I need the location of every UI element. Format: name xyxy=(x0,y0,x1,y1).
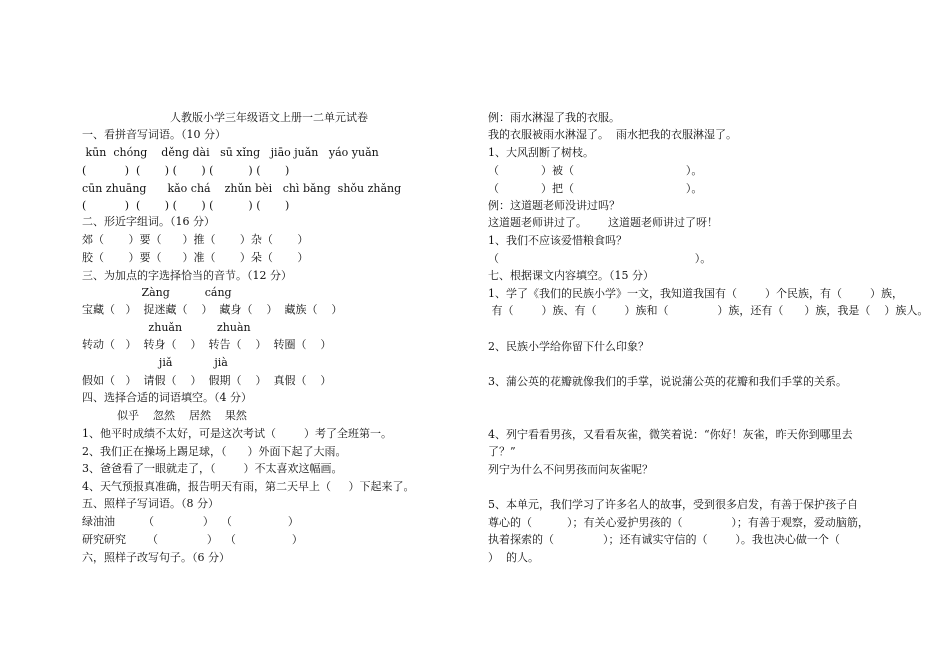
word-choices: 似乎 忽然 居然 果然 xyxy=(82,409,247,422)
zang-row: 宝藏（ ） 捉迷藏（ ） 藏身（ ） 藏族（ ） xyxy=(82,303,343,316)
pinyin-jia: jiǎ jià xyxy=(82,356,228,369)
q7-5-line-1: 5、本单元，我们学习了许多名人的故事，受到很多启发，有善于保护孩子自 xyxy=(488,498,858,511)
example-rewrites: 我的衣服被雨水淋湿了。 雨水把我的衣服淋湿了。 xyxy=(488,128,737,141)
blank-row-1: ( ) ( ) ( ) ( ) ( ) xyxy=(82,164,290,177)
q7-5-line-2: 尊心的（ ）；有关心爱护男孩的（ ）；有善于观察，爱动脑筋， xyxy=(488,516,869,529)
pinyin-zhuan: zhuǎn zhuàn xyxy=(82,321,251,334)
word-pattern-1: 绿油油 （ ） （ ） xyxy=(82,515,299,528)
example-question: 例：这道题老师没讲过吗？ xyxy=(488,199,620,212)
section-5-heading: 五、照样子写词语。（8 分） xyxy=(82,497,219,510)
q7-5-line-4: ） 的人。 xyxy=(488,551,539,564)
section-4-heading: 四、选择合适的词语填空。（4 分） xyxy=(82,391,252,404)
q7-1-line-2: 有（ ）族、有（ ）族和（ ）族，还有（ ）族，我是（ ）族人。 xyxy=(488,304,929,317)
q7-4-line-2: 了？” xyxy=(488,445,516,458)
q7-4-question: 列宁为什么不问男孩而问灰雀呢？ xyxy=(488,463,653,476)
q2-blank: （ ）。 xyxy=(488,252,712,265)
fill-2: 2、我们正在操场上踢足球，（ ）外面下起了大雨。 xyxy=(82,445,347,458)
q7-4-line-1: 4、列宁看看男孩，又看看灰雀，微笑着说：“你好！灰雀，昨天你到哪里去 xyxy=(488,428,853,441)
q7-2: 2、民族小学给你留下什么印象？ xyxy=(488,340,649,353)
q1-sentence: 1、大风刮断了树枝。 xyxy=(488,146,594,159)
fill-3: 3、爸爸看了一眼就走了，（ ）不太喜欢这幅画。 xyxy=(82,462,343,475)
jia-row: 假如（ ） 请假（ ） 假期（ ） 真假（ ） xyxy=(82,374,332,387)
q7-3: 3、蒲公英的花瓣就像我们的手掌，说说蒲公英的花瓣和我们手掌的关系。 xyxy=(488,375,847,388)
example-answers: 这道题老师讲过了。 这道题老师讲过了呀！ xyxy=(488,216,718,229)
pinyin-zang: Zàng cáng xyxy=(82,286,232,299)
exam-title: 人教版小学三年级语文上册一二单元试卷 xyxy=(170,111,368,124)
char-row-2: 胶（ ）要（ ）准（ ）朵（ ） xyxy=(82,251,309,264)
blank-row-2: ( ) ( ) ( ) ( ) ( ) xyxy=(82,199,290,212)
q7-1-line-1: 1、学了《我们的民族小学》一文，我知道我国有（ ）个民族，有（ ）族， xyxy=(488,287,903,300)
q7-5-line-3: 执着探索的（ ）；还有诚实守信的（ ）。我也决心做一个（ xyxy=(488,533,840,546)
q1-ba-blank: （ ）把（ ）。 xyxy=(488,182,703,195)
section-6-heading: 六，照样子改写句子。（6 分） xyxy=(82,551,230,564)
section-2-heading: 二、形近字组词。（16 分） xyxy=(82,215,215,228)
word-pattern-2: 研究研究 （ ） （ ） xyxy=(82,533,303,546)
q1-bei-blank: （ ）被（ ）。 xyxy=(488,164,703,177)
zhuan-row: 转动（ ） 转身（ ） 转告（ ） 转圈（ ） xyxy=(82,338,332,351)
q2-sentence: 1、我们不应该爱惜粮食吗？ xyxy=(488,234,627,247)
section-3-heading: 三、为加点的字选择恰当的音节。（12 分） xyxy=(82,269,292,282)
example-sentence: 例：雨水淋湿了我的衣服。 xyxy=(488,111,620,124)
char-row-1: 郊（ ）要（ ）推（ ）杂（ ） xyxy=(82,233,309,246)
pinyin-row-1: kūn chóng děng dài sū xǐng jiāo juǎn yáo yuǎn xyxy=(82,146,379,159)
fill-4: 4、天气预报真准确，报告明天有雨，第二天早上（ ）下起来了。 xyxy=(82,480,415,493)
section-7-heading: 七、根据课文内容填空。（15 分） xyxy=(488,269,654,282)
pinyin-row-2: cūn zhuāng kǎo chá zhǔn bèi chì bǎng shǒu zhǎng xyxy=(82,182,402,195)
section-1-heading: 一、看拼音写词语。（10 分） xyxy=(82,128,226,141)
fill-1: 1、他平时成绩不太好，可是这次考试（ ）考了全班第一。 xyxy=(82,427,392,440)
